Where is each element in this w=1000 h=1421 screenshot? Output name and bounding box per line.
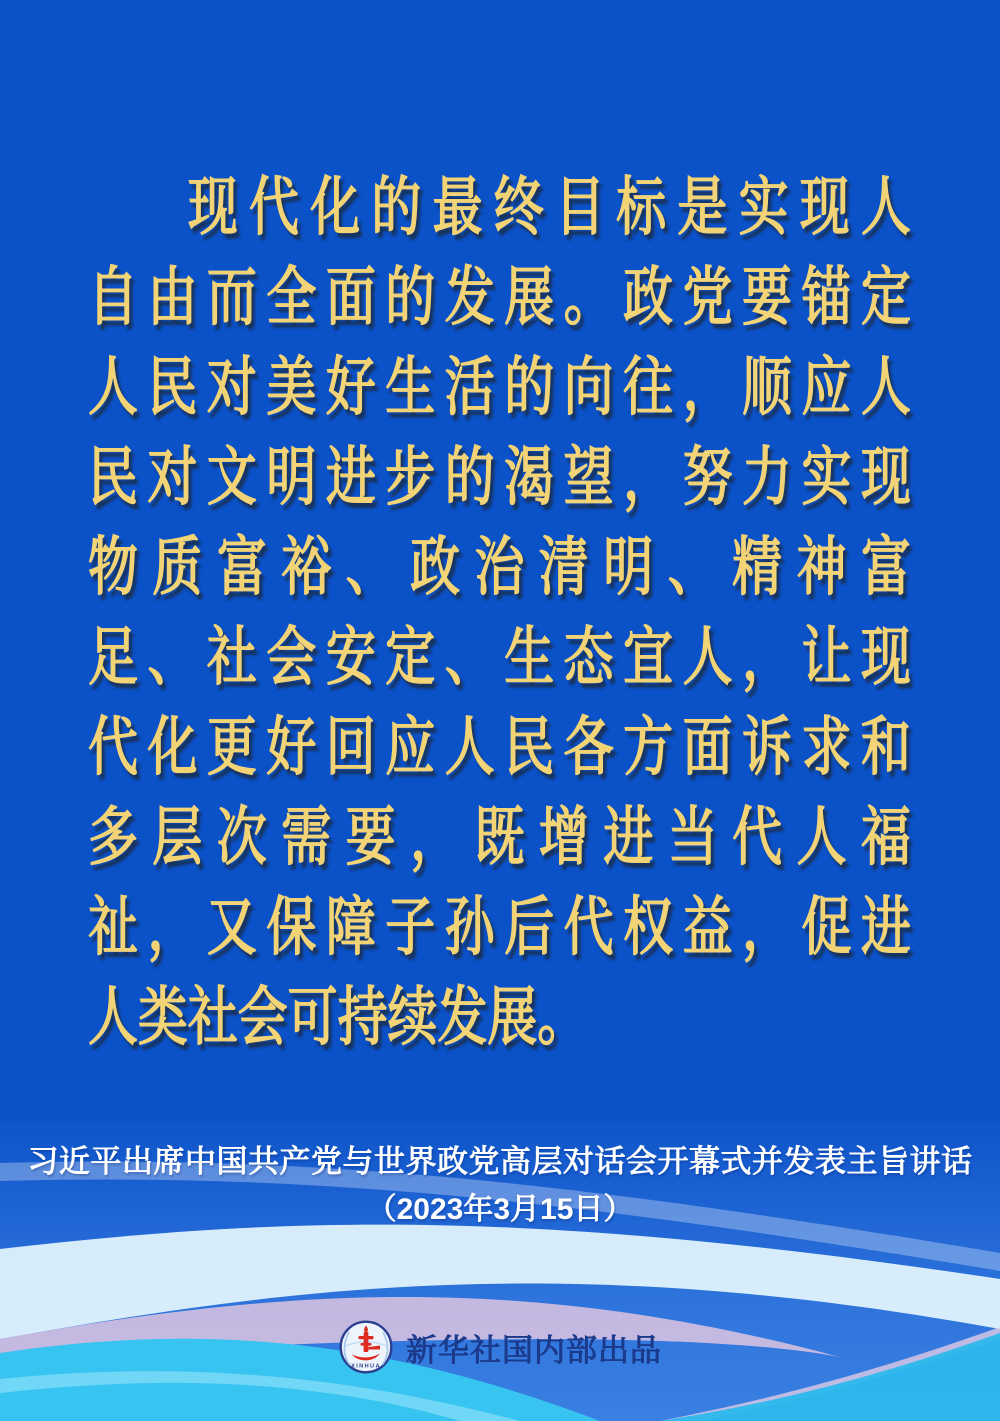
quote-line: 人民对美好生活的向往，顺应人 [88,352,911,423]
quote-line: 人类社会可持续发展。 [88,982,588,1053]
quote-line: 物质富裕、政治清明、精神富 [88,532,911,603]
publisher-credit: 新华社国内部出品 [406,1332,662,1368]
quote-block [88,163,911,1063]
footer [0,1319,1000,1375]
xinhua-logo [338,1319,394,1375]
quote-line: 祉，又保障子孙后代权益，促进 [88,892,911,963]
bottom-band [0,1121,1000,1421]
quote-line: 自由而全面的发展。政党要锚定 [88,262,911,333]
caption-title: 习近平出席中国共产党与世界政党高层对话会开幕式并发表主旨讲话 [27,1144,973,1179]
quote-line: 足、社会安定、生态宜人，让现 [88,622,911,693]
quote-line: 多层次需要，既增进当代人福 [88,802,911,873]
caption [0,1140,1000,1236]
quote-line: 现代化的最终目标是实现人 [187,172,911,243]
caption-date: （2023年3月15日） [366,1193,634,1226]
quote-line: 代化更好回应人民各方面诉求和 [88,712,911,783]
quote-line: 民对文明进步的渴望，努力实现 [88,442,911,513]
xinhua-logo-text: XINHUA [351,1363,381,1370]
